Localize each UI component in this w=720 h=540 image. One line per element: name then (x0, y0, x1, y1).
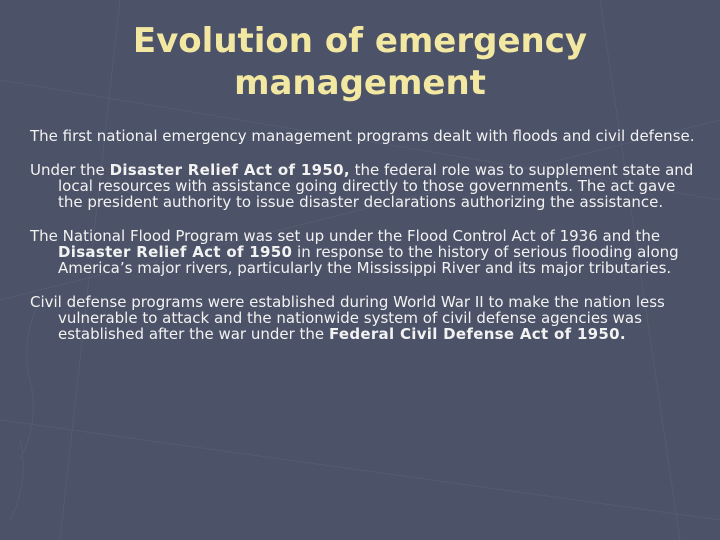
bold-text-run: Disaster Relief Act of 1950 (58, 243, 293, 261)
body-paragraph (30, 228, 698, 276)
text-run: The National Flood Program was set up under the Flood Control Act of 1936 and the (30, 227, 661, 245)
slide-title: Evolution of emergency management (132, 21, 588, 103)
text-run: in response to the history of serious flooding along America’s major rivers, particularly the Mississippi River and its major tributaries. (58, 243, 679, 277)
text-run: Under the (30, 161, 110, 179)
bold-text-run: Disaster Relief Act of 1950, (109, 161, 350, 179)
bold-text-run: Federal Civil Defense Act of 1950. (328, 325, 626, 343)
text-run: the federal role was to supplement state and local resources with assistance going directly to those governments. The act gave the president authority to issue disaster declarations authorizing the assistance. (58, 161, 694, 211)
text-run: The first national emergency management programs dealt with floods and civil defense. (30, 127, 695, 145)
slide-body (30, 128, 698, 360)
text-run: Civil defense programs were established during World War II to make the nation less vulnerable to attack and the nationwide system of civil defense agencies was established after the war under the (30, 293, 665, 343)
body-paragraph (30, 294, 698, 342)
body-paragraph (30, 162, 698, 210)
body-paragraph (30, 128, 698, 144)
